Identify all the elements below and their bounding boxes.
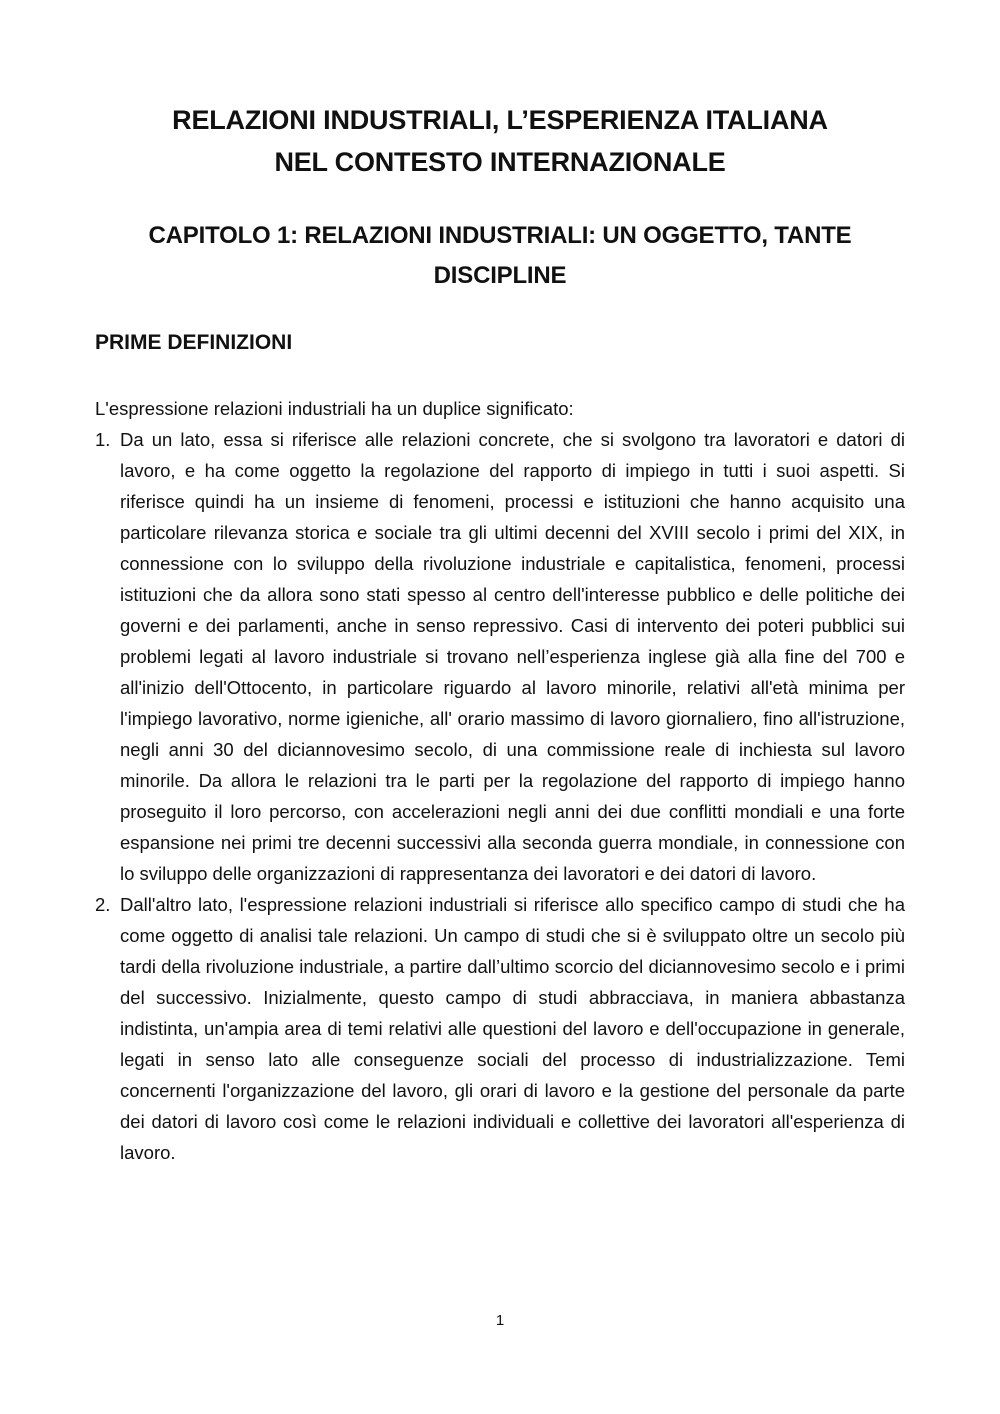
chapter-title-line-1: CAPITOLO 1: RELAZIONI INDUSTRIALI: UN OGGETTO, TANTE — [148, 222, 852, 249]
section-heading: PRIME DEFINIZIONI — [95, 331, 293, 354]
list-item-text: Da un lato, essa si riferisce alle relazioni concrete, che si svolgono tra lavoratori e datori di lavoro, e ha come oggetto la regolazione del rapporto di impiego in tutti i suoi aspetti. Si riferisce quindi ha un insieme di fenomeni, processi e istituzioni che hanno acquisito una particolare rilevanza storica e sociale tra gli ultimi decenni del XVIII secolo i primi del XIX, in connessione con lo sviluppo della rivoluzione industriale e capitalistica, fenomeni, processi istituzioni che da allora sono stati spesso al centro dell'interesse pubblico e delle politiche dei governi e dei parlamenti, anche in senso repressivo. Casi di intervento dei poteri pubblici sui problemi legati al lavoro industriale si trovano nell’esperienza inglese già alla fine del 700 e all'inizio dell'Ottocento, in particolare riguardo al lavoro minorile, relativi all'età minima per l'impiego lavorativo, norme igieniche, all' orario massimo di lavoro giornaliero, fino all'istruzione, negli anni 30 del diciannovesimo secolo, di una commissione reale di inchiesta sul lavoro minorile. Da allora le relazioni tra le parti per la regolazione del rapporto di impiego hanno proseguito il loro percorso, con accelerazioni negli anni dei due conflitti mondiali e una forte espansione nei primi tre decenni successivi alla seconda guerra mondiale, in connessione con lo sviluppo delle organizzazioni di rappresentanza dei lavoratori e dei datori di lavoro. — [120, 429, 905, 884]
list-item-number: 2. — [95, 894, 111, 915]
chapter-title — [95, 216, 905, 296]
document-title — [95, 99, 905, 183]
list-item — [95, 424, 905, 889]
chapter-title-line-2: DISCIPLINE — [433, 262, 567, 289]
document-title-line-1: RELAZIONI INDUSTRIALI, L’ESPERIENZA ITALIANA — [172, 105, 828, 135]
list-item — [95, 889, 905, 1168]
list-item-number: 1. — [95, 429, 111, 450]
list-item-text: Dall'altro lato, l'espressione relazioni industriali si riferisce allo specifico campo di studi che ha come oggetto di analisi tale relazioni. Un campo di studi che si è sviluppato oltre un secolo più tardi della rivoluzione industriale, a partire dall’ultimo scorcio del diciannovesimo secolo e i primi del successivo. Inizialmente, questo campo di studi abbracciava, in maniera abbastanza indistinta, un'ampia area di temi relativi alle questioni del lavoro e dell'occupazione in generale, legati in senso lato alle conseguenze sociali del processo di industrializzazione. Temi concernenti l'organizzazione del lavoro, gli orari di lavoro e la gestione del personale da parte dei datori di lavoro così come le relazioni individuali e collettive dei lavoratori all'esperienza di lavoro. — [120, 894, 905, 1163]
page-number: 1 — [495, 1312, 505, 1329]
document-title-line-2: NEL CONTESTO INTERNAZIONALE — [274, 147, 726, 177]
definitions-list — [95, 424, 905, 1168]
intro-paragraph: L'espressione relazioni industriali ha un duplice significato: — [95, 398, 574, 419]
